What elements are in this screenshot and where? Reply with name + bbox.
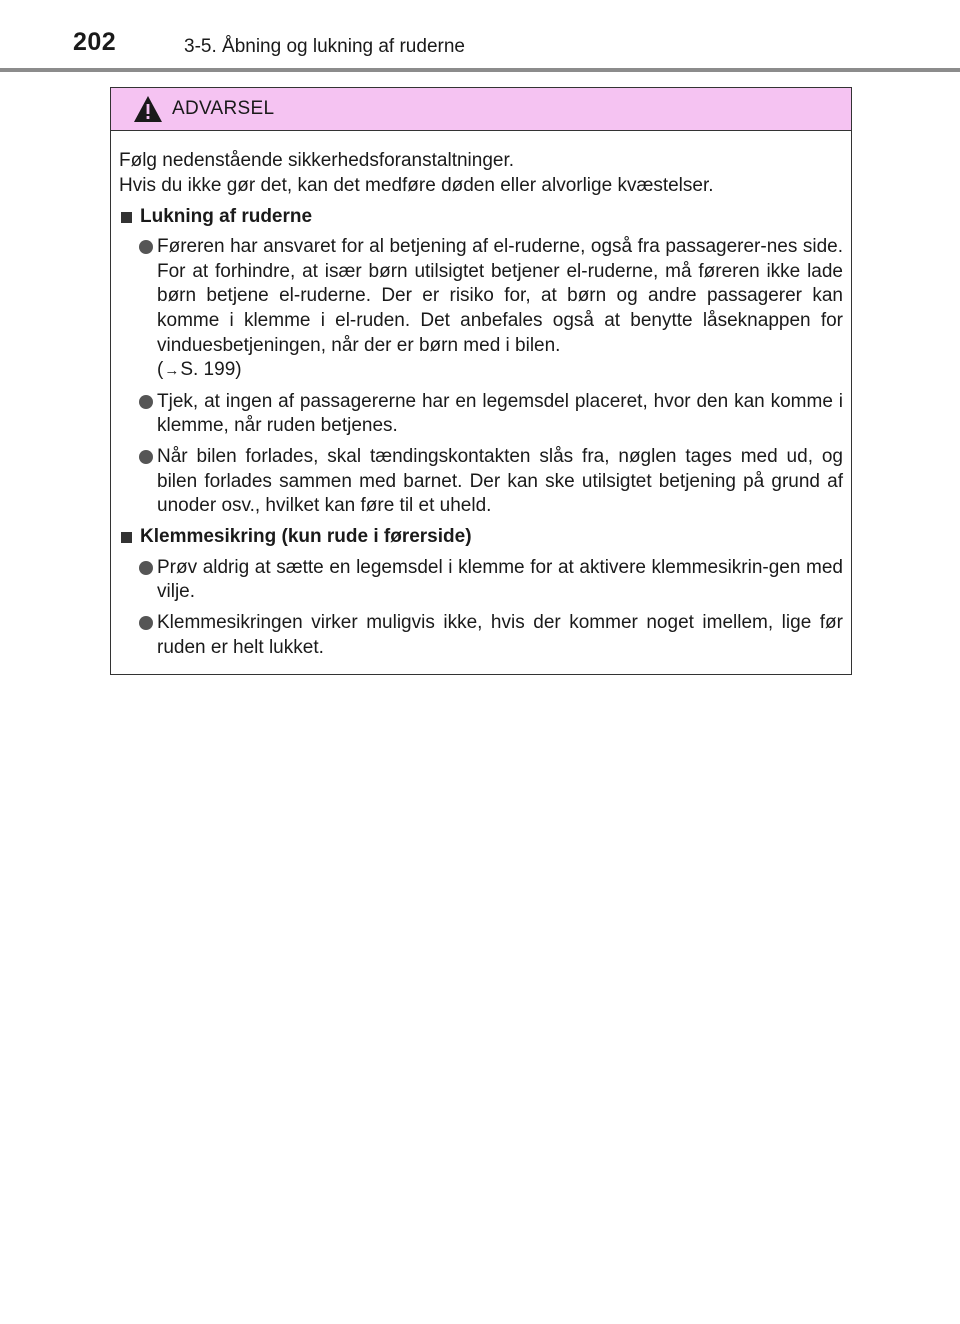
section-heading: [119, 526, 843, 550]
list-item-text: Når bilen forlades, skal tændingskontakten slås fra, nøglen tages med ud, og bilen forlades sammen med barnet. Der kan ske utilsigtet betjening på grund af unoder osv., hvilket kan føre til et uheld.: [157, 445, 843, 517]
section-heading: [119, 205, 843, 229]
arrow-right-icon: →: [164, 362, 180, 380]
list-item-text: Klemmesikringen virker muligvis ikke, hvis der kommer noget imellem, lige før ruden er helt lukket.: [157, 611, 843, 658]
list-item-text: Prøv aldrig at sætte en legemsdel i klemme for at aktivere klemmesikrin-gen med vilje.: [157, 556, 843, 603]
circle-bullet-icon: [139, 561, 153, 575]
warning-intro: [119, 149, 843, 198]
warning-body: [111, 131, 851, 660]
section-heading-text: Lukning af ruderne: [140, 205, 313, 227]
warning-triangle-icon: [133, 95, 163, 123]
page-reference: (→S. 199): [157, 359, 242, 380]
page-number: 202: [73, 28, 117, 56]
section-title: 3-5. Åbning og lukning af ruderne: [184, 36, 465, 57]
header-divider: [0, 68, 960, 72]
page-header: [0, 0, 960, 72]
list-item: [119, 235, 843, 384]
circle-bullet-icon: [139, 240, 153, 254]
warning-box: [110, 87, 852, 675]
section-pinch-protection: [119, 526, 843, 660]
square-bullet-icon: [121, 532, 132, 543]
list-item-text: Føreren har ansvaret for al betjening af el-ruderne, også fra passagerer-nes side. For at forhindre, at især børn utilsigtet betjener el-ruderne, må føreren ikke lade børn betjene el-ruderne. Der er risiko for, at børn og andre passagerer kan komme i klemme i el-ruden. Det anbefales også at benytte låseknappen for vinduesbetjeningen, når der er børn med i bilen.: [157, 236, 843, 356]
circle-bullet-icon: [139, 616, 153, 630]
intro-line: Følg nedenstående sikkerhedsforanstaltninger.: [119, 150, 515, 171]
warning-title: ADVARSEL: [172, 98, 275, 119]
section-heading-text: Klemmesikring (kun rude i førerside): [140, 526, 472, 548]
square-bullet-icon: [121, 212, 132, 223]
list-item: [119, 445, 843, 519]
section-closing-windows: [119, 205, 843, 519]
intro-line: Hvis du ikke gør det, kan det medføre døden eller alvorlige kvæstelser.: [119, 174, 714, 196]
list-item-text: Tjek, at ingen af passagererne har en legemsdel placeret, hvor den kan komme i klemme, når ruden betjenes.: [157, 390, 843, 437]
list-item: [119, 556, 843, 605]
circle-bullet-icon: [139, 450, 153, 464]
warning-header: [111, 88, 851, 131]
circle-bullet-icon: [139, 395, 153, 409]
list-item: [119, 611, 843, 660]
list-item: [119, 390, 843, 439]
